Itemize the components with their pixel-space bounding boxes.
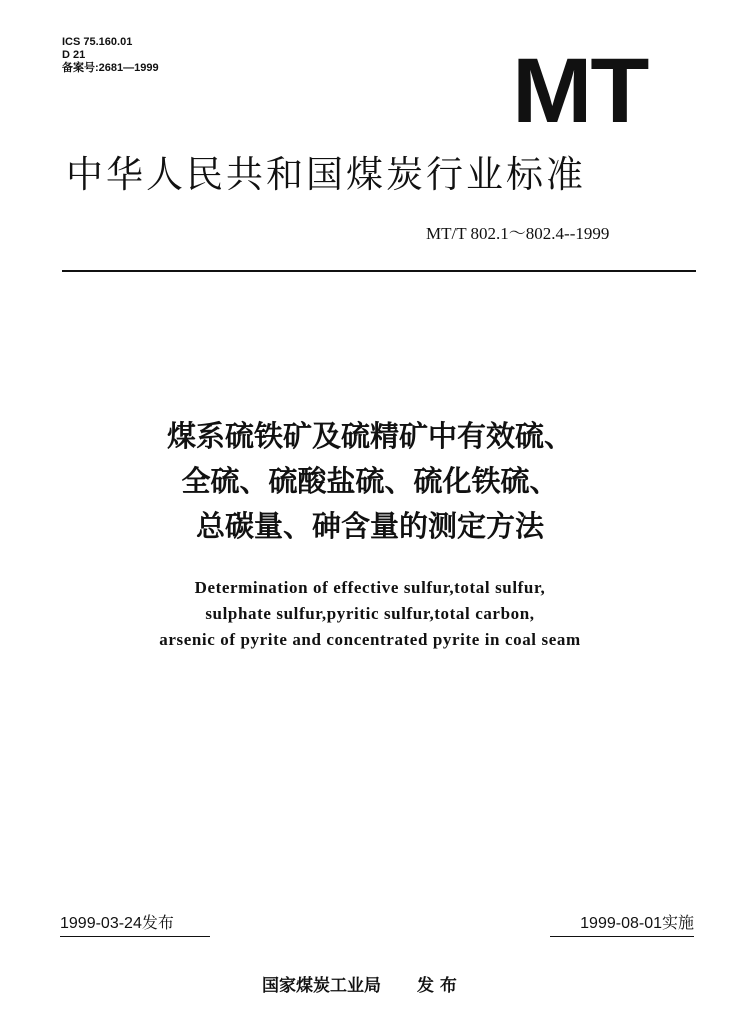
issuer-name: 国家煤炭工业局 <box>262 976 381 996</box>
standard-type-title: 中华人民共和国煤炭行业标准 <box>66 153 586 196</box>
chinese-title-line-2: 全硫、硫酸盐硫、硫化铁硫、 <box>181 464 559 498</box>
english-title <box>60 575 680 653</box>
issue-date: 1999-03-24发布 <box>60 915 174 932</box>
english-title-line-1: Determination of effective sulfur,total sulfur, <box>194 578 546 597</box>
implementation-date-underline <box>550 936 694 937</box>
english-title-line-3: arsenic of pyrite and concentrated pyrite in coal seam <box>159 630 581 649</box>
chinese-title-line-1: 煤系硫铁矿及硫精矿中有效硫、 <box>166 419 573 453</box>
mt-logo: MT <box>512 40 648 142</box>
english-title-line-2: sulphate sulfur,pyritic sulfur,total carbon, <box>205 604 535 623</box>
ics-code: ICS 75.160.01 <box>62 36 133 48</box>
issue-date-underline <box>60 936 210 937</box>
implementation-date: 1999-08-01实施 <box>580 915 694 932</box>
standard-number: MT/T 802.1～802.4--1999 <box>426 224 610 243</box>
chinese-title <box>60 414 680 549</box>
issuing-authority <box>262 975 457 997</box>
header-divider <box>62 270 696 272</box>
classification-codes <box>62 36 159 75</box>
issue-word: 发 布 <box>417 976 457 996</box>
chinese-title-line-3: 总碳量、砷含量的测定方法 <box>195 509 544 543</box>
class-code: D 21 <box>62 49 86 61</box>
record-number: 备案号:2681—1999 <box>62 62 159 74</box>
